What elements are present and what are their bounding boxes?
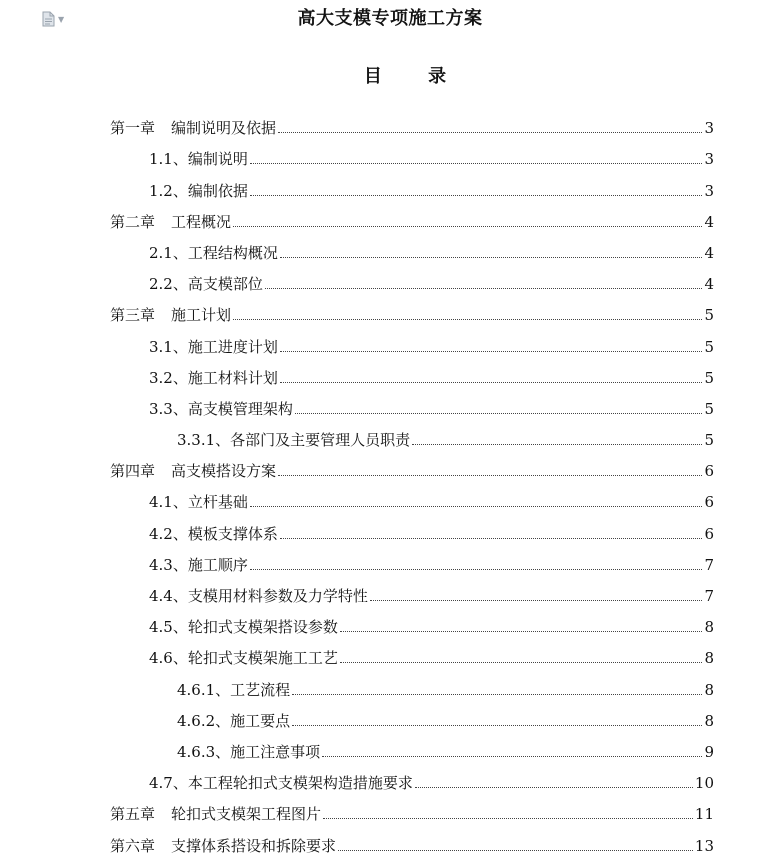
toc-entry-page-number: 6 (704, 493, 714, 512)
toc-entry[interactable] (0, 204, 780, 235)
toc-entry-line (0, 712, 780, 730)
toc-entry-title: 工程概况 (171, 212, 232, 231)
toc-entry-page-number: 8 (704, 680, 714, 699)
toc-entry-title: 施工进度计划 (187, 337, 278, 356)
toc-entry-page-number: 10 (694, 774, 714, 793)
toc-entry-page-number: 11 (694, 805, 714, 824)
toc-dot-leader (322, 756, 702, 757)
toc-entry[interactable] (0, 422, 780, 453)
toc-entry-title: 编制说明及依据 (171, 119, 277, 138)
toc-entry-page-number: 4 (704, 275, 714, 294)
toc-entry-number: 第一章 (110, 119, 156, 138)
toc-entry-title: 高支模搭设方案 (171, 462, 277, 481)
toc-entry-title: 高支模管理架构 (187, 399, 293, 418)
toc-entry-page-number: 8 (704, 618, 714, 637)
toc-entry-title: 工程结构概况 (187, 243, 278, 262)
toc-entry-page-number: 5 (704, 368, 714, 387)
toc-entry[interactable] (0, 578, 780, 609)
toc-entry[interactable] (0, 609, 780, 640)
toc-entry-number: 4.6.2、 (177, 711, 231, 730)
toc-entry-line (0, 649, 780, 667)
toc-entry-title: 轮扣式支模架工程图片 (171, 805, 322, 824)
toc-entry-number: 4.3、 (149, 555, 188, 574)
toc-entry-number: 2.1、 (149, 243, 188, 262)
toc-entry[interactable] (0, 172, 780, 203)
toc-dot-leader (265, 288, 703, 289)
toc-dot-leader (412, 444, 702, 445)
toc-entry-number: 第三章 (110, 306, 156, 325)
toc-entry-title: 工艺流程 (230, 680, 291, 699)
toc-entry-number: 4.6.1、 (177, 680, 231, 699)
toc-dot-leader (280, 538, 703, 539)
toc-entry[interactable] (0, 266, 780, 297)
toc-dot-leader (292, 725, 702, 726)
toc-entry-number: 3.1、 (149, 337, 188, 356)
toc-entry[interactable] (0, 827, 780, 858)
toc-dot-leader (292, 694, 702, 695)
toc-entry-line (0, 306, 780, 324)
toc-entry-title: 施工顺序 (187, 555, 248, 574)
toc-entry-line (0, 462, 780, 480)
toc-entry-page-number: 4 (704, 212, 714, 231)
toc-entry[interactable] (0, 640, 780, 671)
toc-entry-number: 3.3.1、 (177, 431, 231, 450)
toc-entry-page-number: 6 (704, 462, 714, 481)
toc-entry-page-number: 8 (704, 649, 714, 668)
toc-entry[interactable] (0, 547, 780, 578)
toc-entry[interactable] (0, 360, 780, 391)
toc-entry-page-number: 3 (704, 119, 714, 138)
toc-entry-number: 4.6、 (149, 649, 188, 668)
toc-dot-leader (370, 600, 703, 601)
toc-entry-title: 支模用材料参数及力学特性 (187, 587, 368, 605)
chevron-down-icon: ▼ (58, 14, 65, 24)
table-of-contents (0, 110, 780, 859)
toc-dot-leader (338, 850, 693, 851)
toc-entry-number: 2.2、 (149, 275, 188, 294)
toc-entry-line (0, 587, 780, 605)
toc-entry-page-number: 8 (704, 711, 714, 730)
toc-entry-title: 施工计划 (171, 306, 232, 325)
toc-entry-line (0, 618, 780, 636)
toc-entry-line (0, 150, 780, 168)
toc-entry-number: 4.6.3、 (177, 742, 231, 761)
toc-entry-title: 轮扣式支模架搭设参数 (187, 618, 338, 637)
toc-heading: 目 录 (363, 66, 467, 87)
toc-entry[interactable] (0, 235, 780, 266)
toc-entry-line (0, 837, 780, 855)
toc-entry-title: 施工要点 (230, 711, 291, 730)
toc-entry-page-number: 13 (694, 836, 714, 855)
toc-entry-title: 编制说明 (187, 150, 248, 169)
toc-entry-line (0, 681, 780, 699)
toc-entry[interactable] (0, 297, 780, 328)
toc-entry-title: 支撑体系搭设和拆除要求 (171, 836, 337, 855)
toc-dot-leader (415, 787, 693, 788)
toc-entry-number: 3.3、 (149, 399, 188, 418)
toc-entry[interactable] (0, 515, 780, 546)
toc-entry-title: 轮扣式支模架施工工艺 (187, 649, 338, 668)
toc-dot-leader (250, 569, 703, 570)
toc-entry-page-number: 9 (704, 742, 714, 761)
toc-entry-number: 第四章 (110, 462, 156, 481)
toc-entry-line (0, 400, 780, 418)
toc-entry[interactable] (0, 328, 780, 359)
toc-entry-line (0, 525, 780, 543)
toc-entry-line (0, 774, 780, 792)
toc-entry-line (0, 805, 780, 823)
toc-entry[interactable] (0, 110, 780, 141)
toc-entry-number: 第六章 (110, 836, 156, 855)
toc-entry-number: 4.2、 (149, 524, 188, 543)
toc-entry-page-number: 5 (704, 399, 714, 418)
toc-dot-leader (340, 631, 703, 632)
toc-entry-number: 4.5、 (149, 618, 188, 637)
toc-entry-page-number: 3 (704, 150, 714, 169)
toc-entry-number: 3.2、 (149, 368, 188, 387)
toc-entry-line (0, 182, 780, 200)
toc-dot-leader (323, 818, 693, 819)
toc-entry[interactable] (0, 141, 780, 172)
toc-entry-line (0, 244, 780, 262)
toc-entry-page-number: 3 (704, 181, 714, 200)
toc-dot-leader (295, 413, 703, 414)
toc-dot-leader (233, 226, 702, 227)
toc-entry-line (0, 431, 780, 449)
toc-dot-leader (250, 506, 703, 507)
toc-entry-page-number: 7 (704, 587, 714, 605)
toc-dot-leader (340, 662, 703, 663)
toc-entry-title: 模板支撑体系 (187, 524, 278, 543)
toc-entry-line (0, 275, 780, 293)
toc-entry-line (0, 743, 780, 761)
toc-entry[interactable] (0, 703, 780, 734)
toc-entry-number: 1.1、 (149, 150, 188, 169)
toc-entry-line (0, 119, 780, 137)
toc-entry-title: 施工注意事项 (230, 742, 321, 761)
toc-dot-leader (278, 475, 702, 476)
toc-entry-title: 立杆基础 (187, 493, 248, 512)
toc-entry-title: 本工程轮扣式支模架构造措施要求 (187, 774, 413, 793)
toc-entry-number: 1.2、 (149, 181, 188, 200)
toc-entry-title: 各部门及主要管理人员职责 (230, 431, 411, 450)
toc-dot-leader (278, 132, 702, 133)
toc-dot-leader (280, 351, 703, 352)
toc-entry-title: 高支模部位 (187, 275, 263, 294)
toc-entry[interactable] (0, 671, 780, 702)
toc-entry[interactable] (0, 765, 780, 796)
toc-entry-page-number: 6 (704, 524, 714, 543)
toc-entry-line (0, 369, 780, 387)
document-title: 高大支模专项施工方案 (297, 8, 483, 29)
toc-entry-line (0, 213, 780, 231)
toc-entry-page-number: 5 (704, 431, 714, 450)
toc-entry-title: 施工材料计划 (187, 368, 278, 387)
toc-entry-number: 4.7、 (149, 774, 188, 793)
toc-dot-leader (280, 382, 703, 383)
toc-entry-page-number: 5 (704, 306, 714, 325)
toc-dot-leader (280, 257, 703, 258)
toc-dot-leader (233, 319, 702, 320)
toc-entry-page-number: 4 (704, 243, 714, 262)
toc-entry-number: 4.4、 (149, 587, 188, 605)
toc-entry[interactable] (0, 484, 780, 515)
toc-entry-page-number: 5 (704, 337, 714, 356)
toc-entry-line (0, 556, 780, 574)
toc-entry-page-number: 7 (704, 555, 714, 574)
toc-entry-title: 编制依据 (187, 181, 248, 200)
toc-entry-line (0, 338, 780, 356)
toc-entry[interactable] (0, 796, 780, 827)
toc-dot-leader (250, 163, 703, 164)
toc-entry-number: 第五章 (110, 805, 156, 824)
toc-dot-leader (250, 195, 703, 196)
toc-entry[interactable] (0, 391, 780, 422)
toc-entry[interactable] (0, 734, 780, 765)
toc-entry-number: 第二章 (110, 212, 156, 231)
toc-entry[interactable] (0, 453, 780, 484)
toc-entry-line (0, 493, 780, 511)
toc-entry-number: 4.1、 (149, 493, 188, 512)
